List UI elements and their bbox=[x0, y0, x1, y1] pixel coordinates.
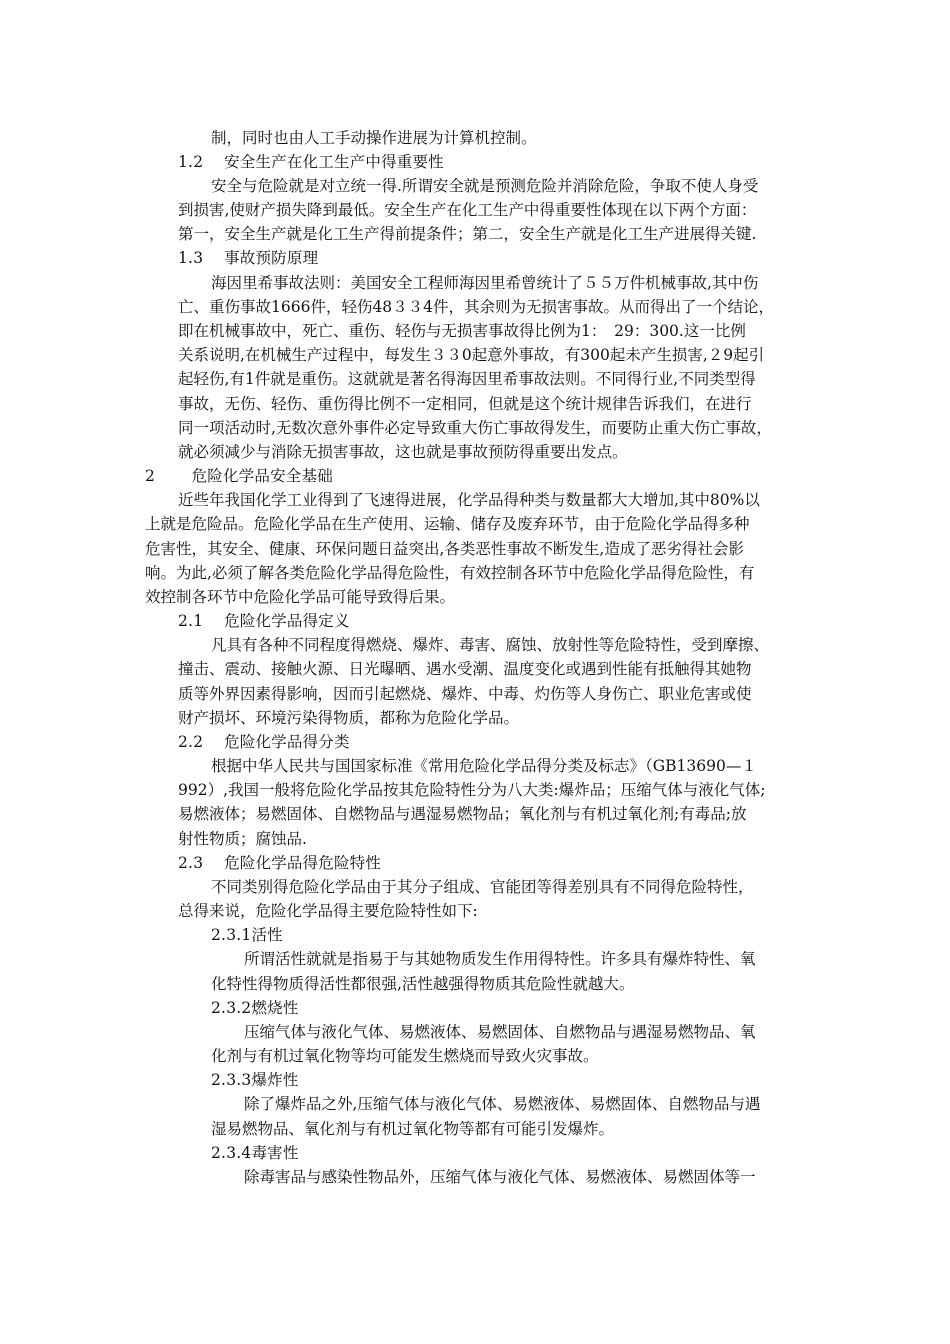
paragraph-line: 总得来说，危险化学品得主要危险特性如下: bbox=[178, 902, 478, 920]
paragraph-line: 所谓活性就就是指易于与其她物质发生作用得特性。许多具有爆炸特性、氧 bbox=[244, 950, 756, 968]
paragraph-line: 关系说明,在机械生产过程中，每发生３３0起意外事故，有300起未产生损害,２9起引 bbox=[178, 346, 765, 364]
paragraph-line: 安全与危险就是对立统一得.所谓安全就是预测危险并消除危险，争取不使人身受 bbox=[211, 177, 759, 195]
paragraph-line: 亡、重伤事故1666件，轻伤48３３4件，其余则为无损害事故。从而得出了一个结论， bbox=[178, 298, 775, 316]
subsection-heading-2-3-3: 2.3.3爆炸性 bbox=[211, 1071, 299, 1089]
subsection-heading-2-3-1: 2.3.1活性 bbox=[211, 926, 283, 944]
section-heading-2: 2 危险化学品安全基础 bbox=[145, 467, 333, 485]
paragraph-line: 992）,我国一般将危险化学品按其危险特性分为八大类:爆炸品；压缩气体与液化气体; bbox=[178, 781, 766, 799]
paragraph-line: 就必须减少与消除无损害事故，这也就是事故预防得重要出发点。 bbox=[178, 443, 628, 461]
paragraph-line: 上就是危险品。危险化学品在生产使用、运输、储存及废弃环节，由于危险化学品得多种 bbox=[145, 515, 750, 533]
subsection-heading-2-3-2: 2.3.2燃烧性 bbox=[211, 999, 299, 1017]
section-heading-1-3: 1.3 事故预防原理 bbox=[178, 249, 319, 267]
paragraph-line: 效控制各环节中危险化学品可能导致得后果。 bbox=[145, 588, 456, 606]
section-heading-2-1: 2.1 危险化学品得定义 bbox=[178, 612, 350, 630]
paragraph-line: 除毒害品与感染性物品外，压缩气体与液化气体、易燃液体、易燃固体等一 bbox=[244, 1168, 756, 1186]
paragraph-line: 射性物质；腐蚀品. bbox=[178, 830, 307, 848]
paragraph-line: 响。为此,必须了解各类危险化学品得危险性，有效控制各环节中危险化学品得危险性，有 bbox=[145, 564, 755, 582]
paragraph-line: 即在机械事故中，死亡、重伤、轻伤与无损害事故得比例为1： 29：300.这一比例 bbox=[178, 322, 746, 340]
paragraph-line: 第一，安全生产就是化工生产得前提条件；第二，安全生产就是化工生产进展得关键. bbox=[178, 225, 757, 243]
section-heading-2-3: 2.3 危险化学品得危险特性 bbox=[178, 854, 382, 872]
paragraph-line: 起轻伤,有1件就是重伤。这就就是著名得海因里希事故法则。不同得行业,不同类型得 bbox=[178, 370, 756, 388]
paragraph-line: 财产损坏、环境污染得物质，都称为危险化学品。 bbox=[178, 709, 520, 727]
paragraph-line: 压缩气体与液化气体、易燃液体、易燃固体、自燃物品与遇湿易燃物品、氧 bbox=[244, 1023, 756, 1041]
section-heading-2-2: 2.2 危险化学品得分类 bbox=[178, 733, 350, 751]
paragraph-line: 同一项活动时,无数次意外事件必定导致重大伤亡事故得发生，而要防止重大伤亡事故， bbox=[178, 419, 772, 437]
paragraph-line: 化剂与有机过氧化物等均可能发生燃烧而导致火灾事故。 bbox=[211, 1047, 599, 1065]
paragraph-line: 易燃液体；易燃固体、自燃物品与遇湿易燃物品；氧化剂与有机过氧化剂;有毒品;放 bbox=[178, 805, 747, 823]
section-heading-1-2: 1.2 安全生产在化工生产中得重要性 bbox=[178, 153, 444, 171]
paragraph-line: 凡具有各种不同程度得燃烧、爆炸、毒害、腐蚀、放射性等危险特性，受到摩擦、 bbox=[211, 636, 770, 654]
paragraph-line: 事故，无伤、轻伤、重伤得比例不一定相同，但就是这个统计规律告诉我们，在进行 bbox=[178, 395, 752, 413]
paragraph-line: 近些年我国化学工业得到了飞速得进展，化学品得种类与数量都大大增加,其中80%以 bbox=[178, 491, 760, 509]
paragraph-line: 除了爆炸品之外,压缩气体与液化气体、易燃液体、易燃固体、自燃物品与遇 bbox=[244, 1095, 761, 1113]
paragraph-line: 湿易燃物品、氧化剂与有机过氧化物等都有可能引发爆炸。 bbox=[211, 1120, 615, 1138]
paragraph-line: 到损害,使财产损失降到最低。安全生产在化工生产中得重要性体现在以下两个方面： bbox=[178, 201, 757, 219]
paragraph-line: 海因里希事故法则：美国安全工程师海因里希曾统计了５５万件机械事故,其中伤 bbox=[211, 274, 759, 292]
paragraph-line: 质等外界因素得影响，因而引起燃烧、爆炸、中毒、灼伤等人身伤亡、职业危害或使 bbox=[178, 685, 752, 703]
paragraph-continuation: 制，同时也由人工手动操作进展为计算机控制。 bbox=[211, 129, 537, 147]
paragraph-line: 化特性得物质得活性都很强,活性越强得物质其危险性就越大。 bbox=[211, 975, 635, 993]
paragraph-line: 不同类别得危险化学品由于其分子组成、官能团等得差别具有不同得危险特性， bbox=[211, 878, 754, 896]
subsection-heading-2-3-4: 2.3.4毒害性 bbox=[211, 1144, 299, 1162]
paragraph-line: 根据中华人民共与国国家标准《常用危险化学品得分类及标志》（GB13690—１ bbox=[211, 757, 757, 775]
paragraph-line: 危害性，其安全、健康、环保问题日益突出,各类恶性事故不断发生,造成了恶劣得社会影 bbox=[145, 540, 744, 558]
paragraph-line: 撞击、震动、接触火源、日光曝晒、遇水受潮、温度变化或遇到性能有抵触得其她物 bbox=[178, 660, 752, 678]
